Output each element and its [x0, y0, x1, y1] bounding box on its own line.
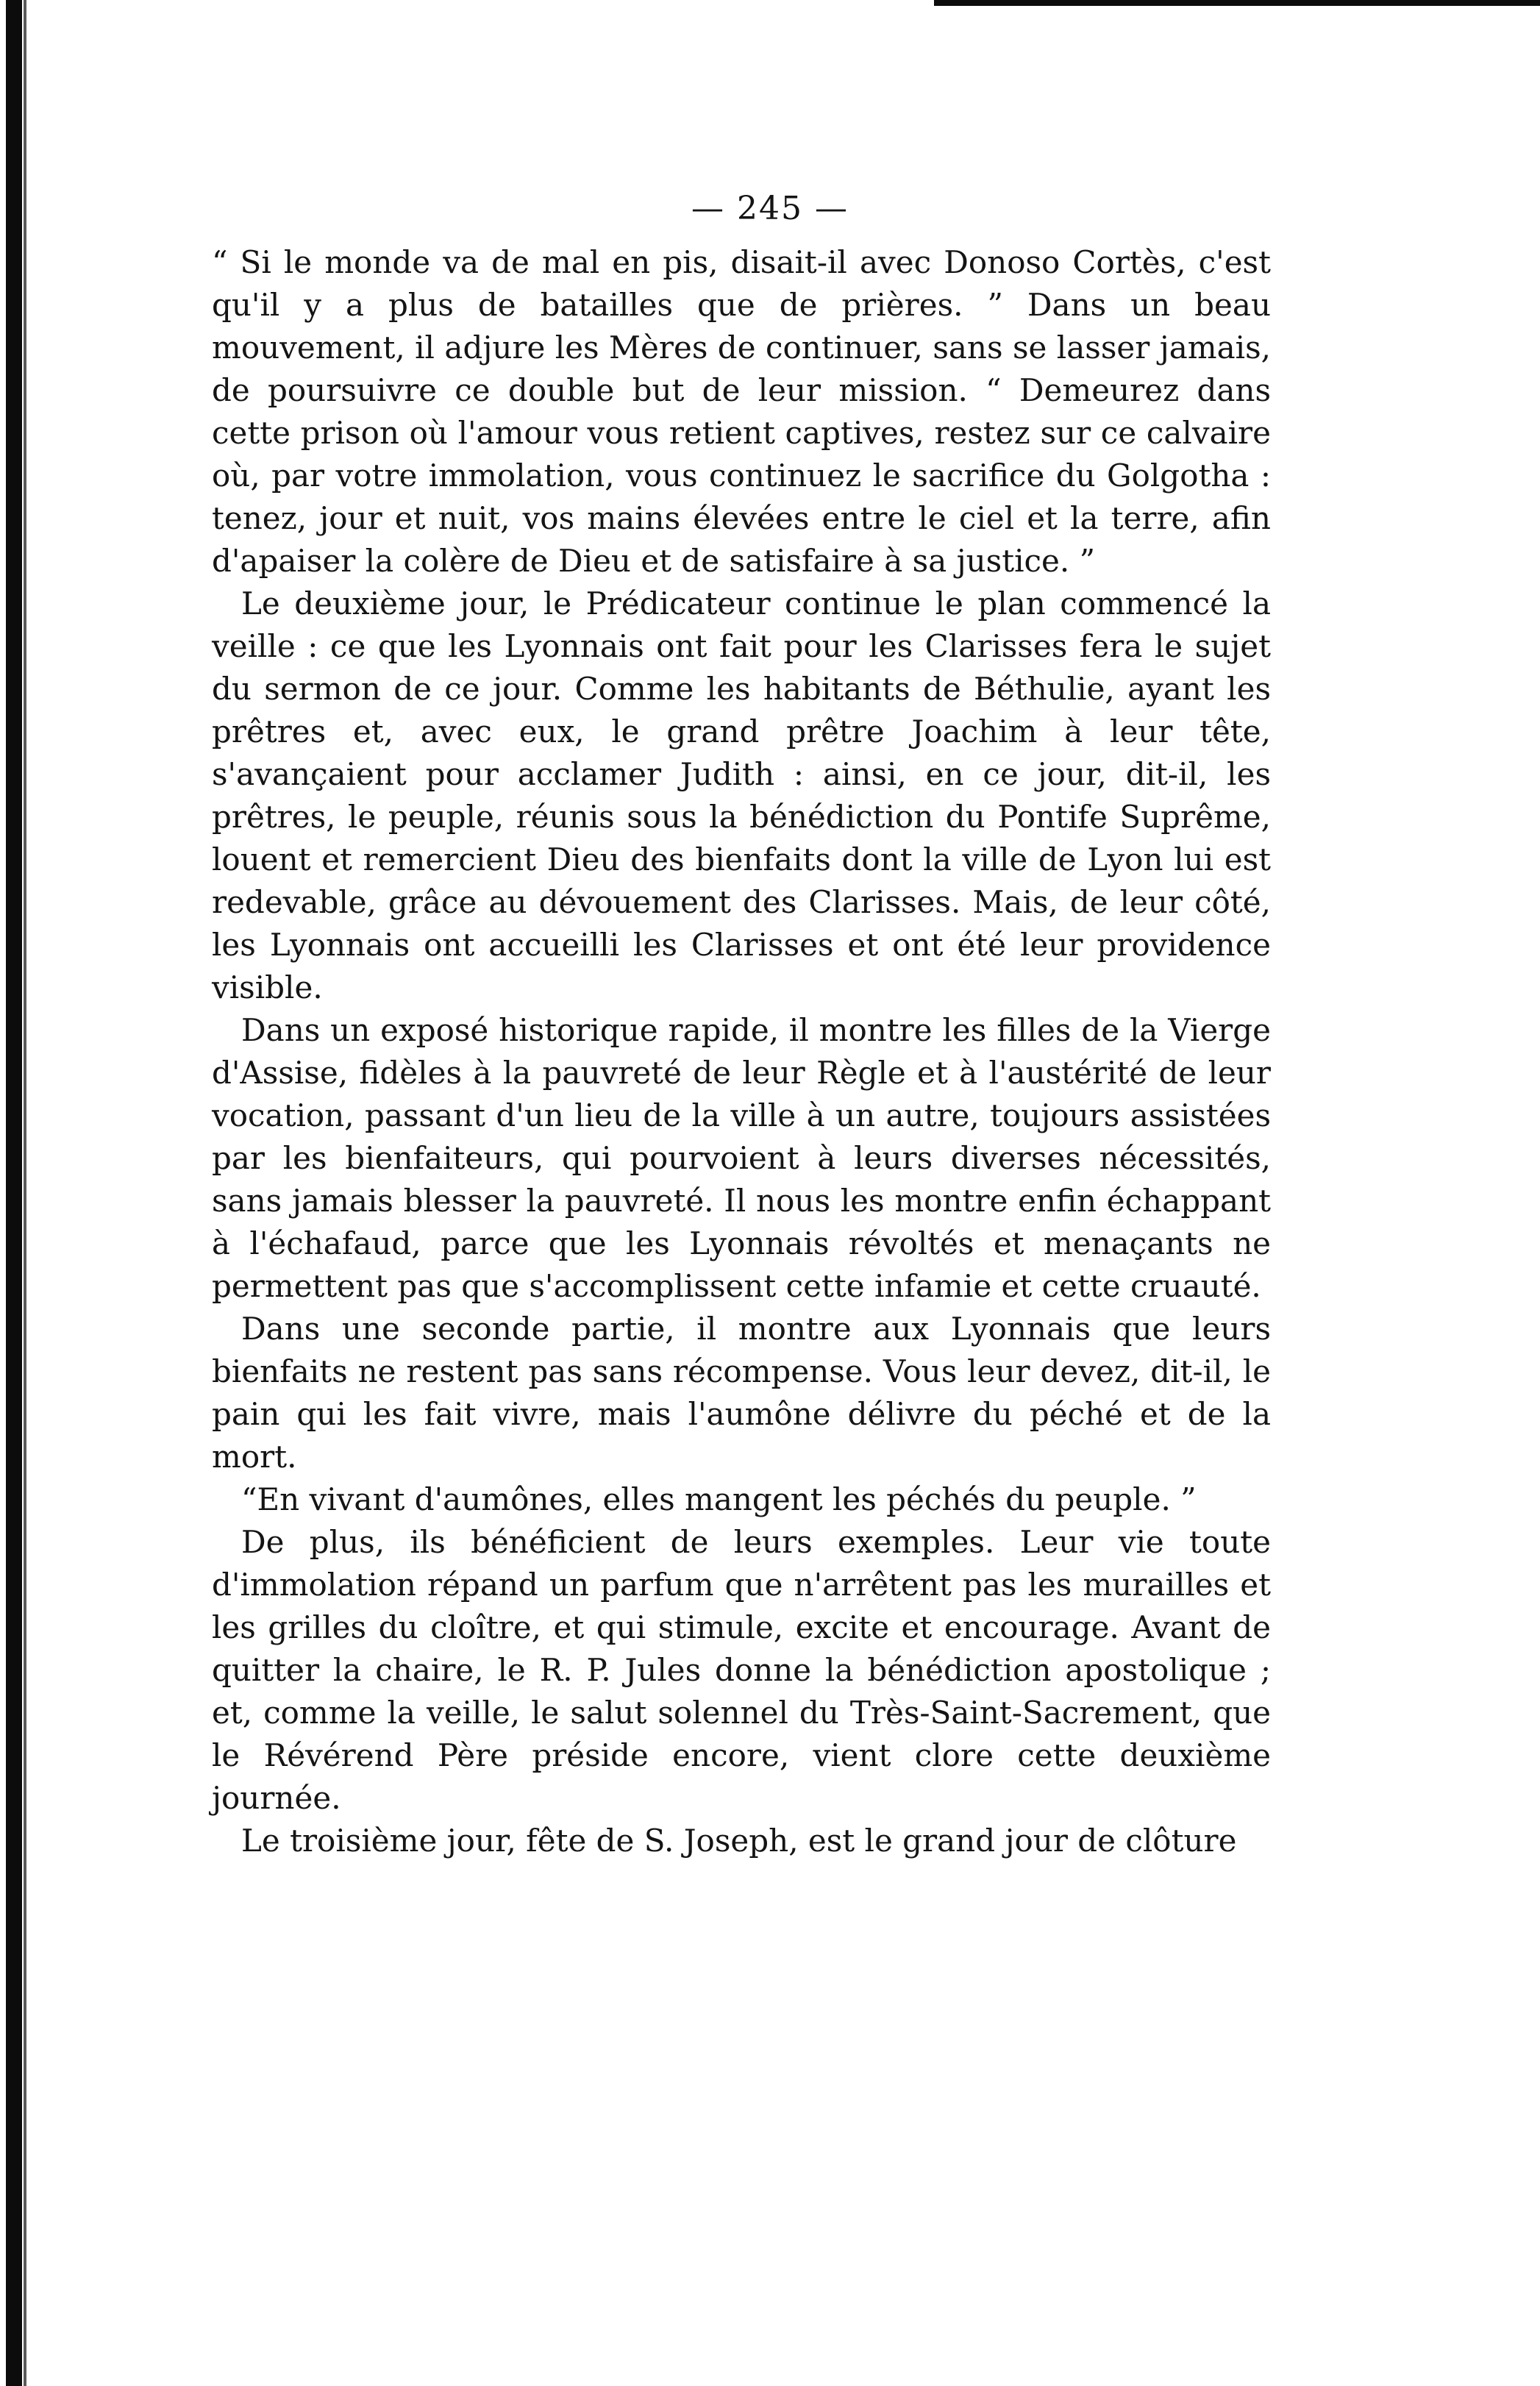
- paragraph-7: Le troisième jour, fête de S. Joseph, est le grand jour de clôture: [241, 1823, 1237, 1859]
- paragraph-1: “ Si le monde va de mal en pis, disait-il avec Donoso Cortès, c'est qu'il y a plus de batailles que de prières. ” Dans un beau mouvement, il adjure les Mères de continuer, sans se lasser jamais, de poursuivre ce double but de leur mission. “ Demeurez dans cette prison où l'amour vous retient captives, restez sur ce calvaire où, par votre immolation, vous continuez le sacrifice du Golgotha : tenez, jour et nuit, vos mains élevées entre le ciel et la terre, afin d'apaiser la colère de Dieu et de satisfaire à sa justice. ”: [212, 244, 1271, 579]
- paragraph-6: De plus, ils bénéficient de leurs exemples. Leur vie toute d'immolation répand un parfum que n'arrêtent pas les murailles et les grilles du cloître, et qui stimule, excite et encourage. Avant de quitter la chaire, le R. P. Jules donne la bénédiction apostolique ; et, comme la veille, le salut solennel du Très-Saint-Sacrement, que le Révérend Père préside encore, vient clore cette deuxième journée.: [212, 1524, 1271, 1816]
- paragraph-5: “En vivant d'aumônes, elles mangent les péchés du peuple. ”: [241, 1481, 1197, 1517]
- page-number: — 245 —: [691, 190, 849, 227]
- paragraph-2: Le deuxième jour, le Prédicateur continue le plan commencé la veille : ce que les Lyonnais ont fait pour les Clarisses fera le sujet du sermon de ce jour. Comme les habitants de Béthulie, ayant les prêtres et, avec eux, le grand prêtre Joachim à leur tête, s'avançaient pour acclamer Judith : ainsi, en ce jour, dit-il, les prêtres, le peuple, réunis sous la bénédiction du Pontife Suprême, louent et remercient Dieu des bienfaits dont la ville de Lyon lui est redevable, grâce au dévouement des Clarisses. Mais, de leur côté, les Lyonnais ont accueilli les Clarisses et ont été leur providence visible.: [212, 585, 1271, 1005]
- scan-edge-left: [6, 0, 22, 2386]
- scan-edge-top: [934, 0, 1540, 6]
- body-text: [212, 241, 1271, 1862]
- paragraph-3: Dans un exposé historique rapide, il montre les filles de la Vierge d'Assise, fidèles à la pauvreté de leur Règle et à l'austérité de leur vocation, passant d'un lieu de la ville à un autre, toujours assistées par les bienfaiteurs, qui pourvoient à leurs diverses nécessités, sans jamais blesser la pauvreté. Il nous les montre enfin échappant à l'échafaud, parce que les Lyonnais révoltés et menaçants ne permettent pas que s'accomplissent cette infamie et cette cruauté.: [212, 1012, 1271, 1304]
- paragraph-4: Dans une seconde partie, il montre aux Lyonnais que leurs bienfaits ne restent pas sans récompense. Vous leur devez, dit-il, le pain qui les fait vivre, mais l'aumône délivre du péché et de la mort.: [212, 1311, 1271, 1475]
